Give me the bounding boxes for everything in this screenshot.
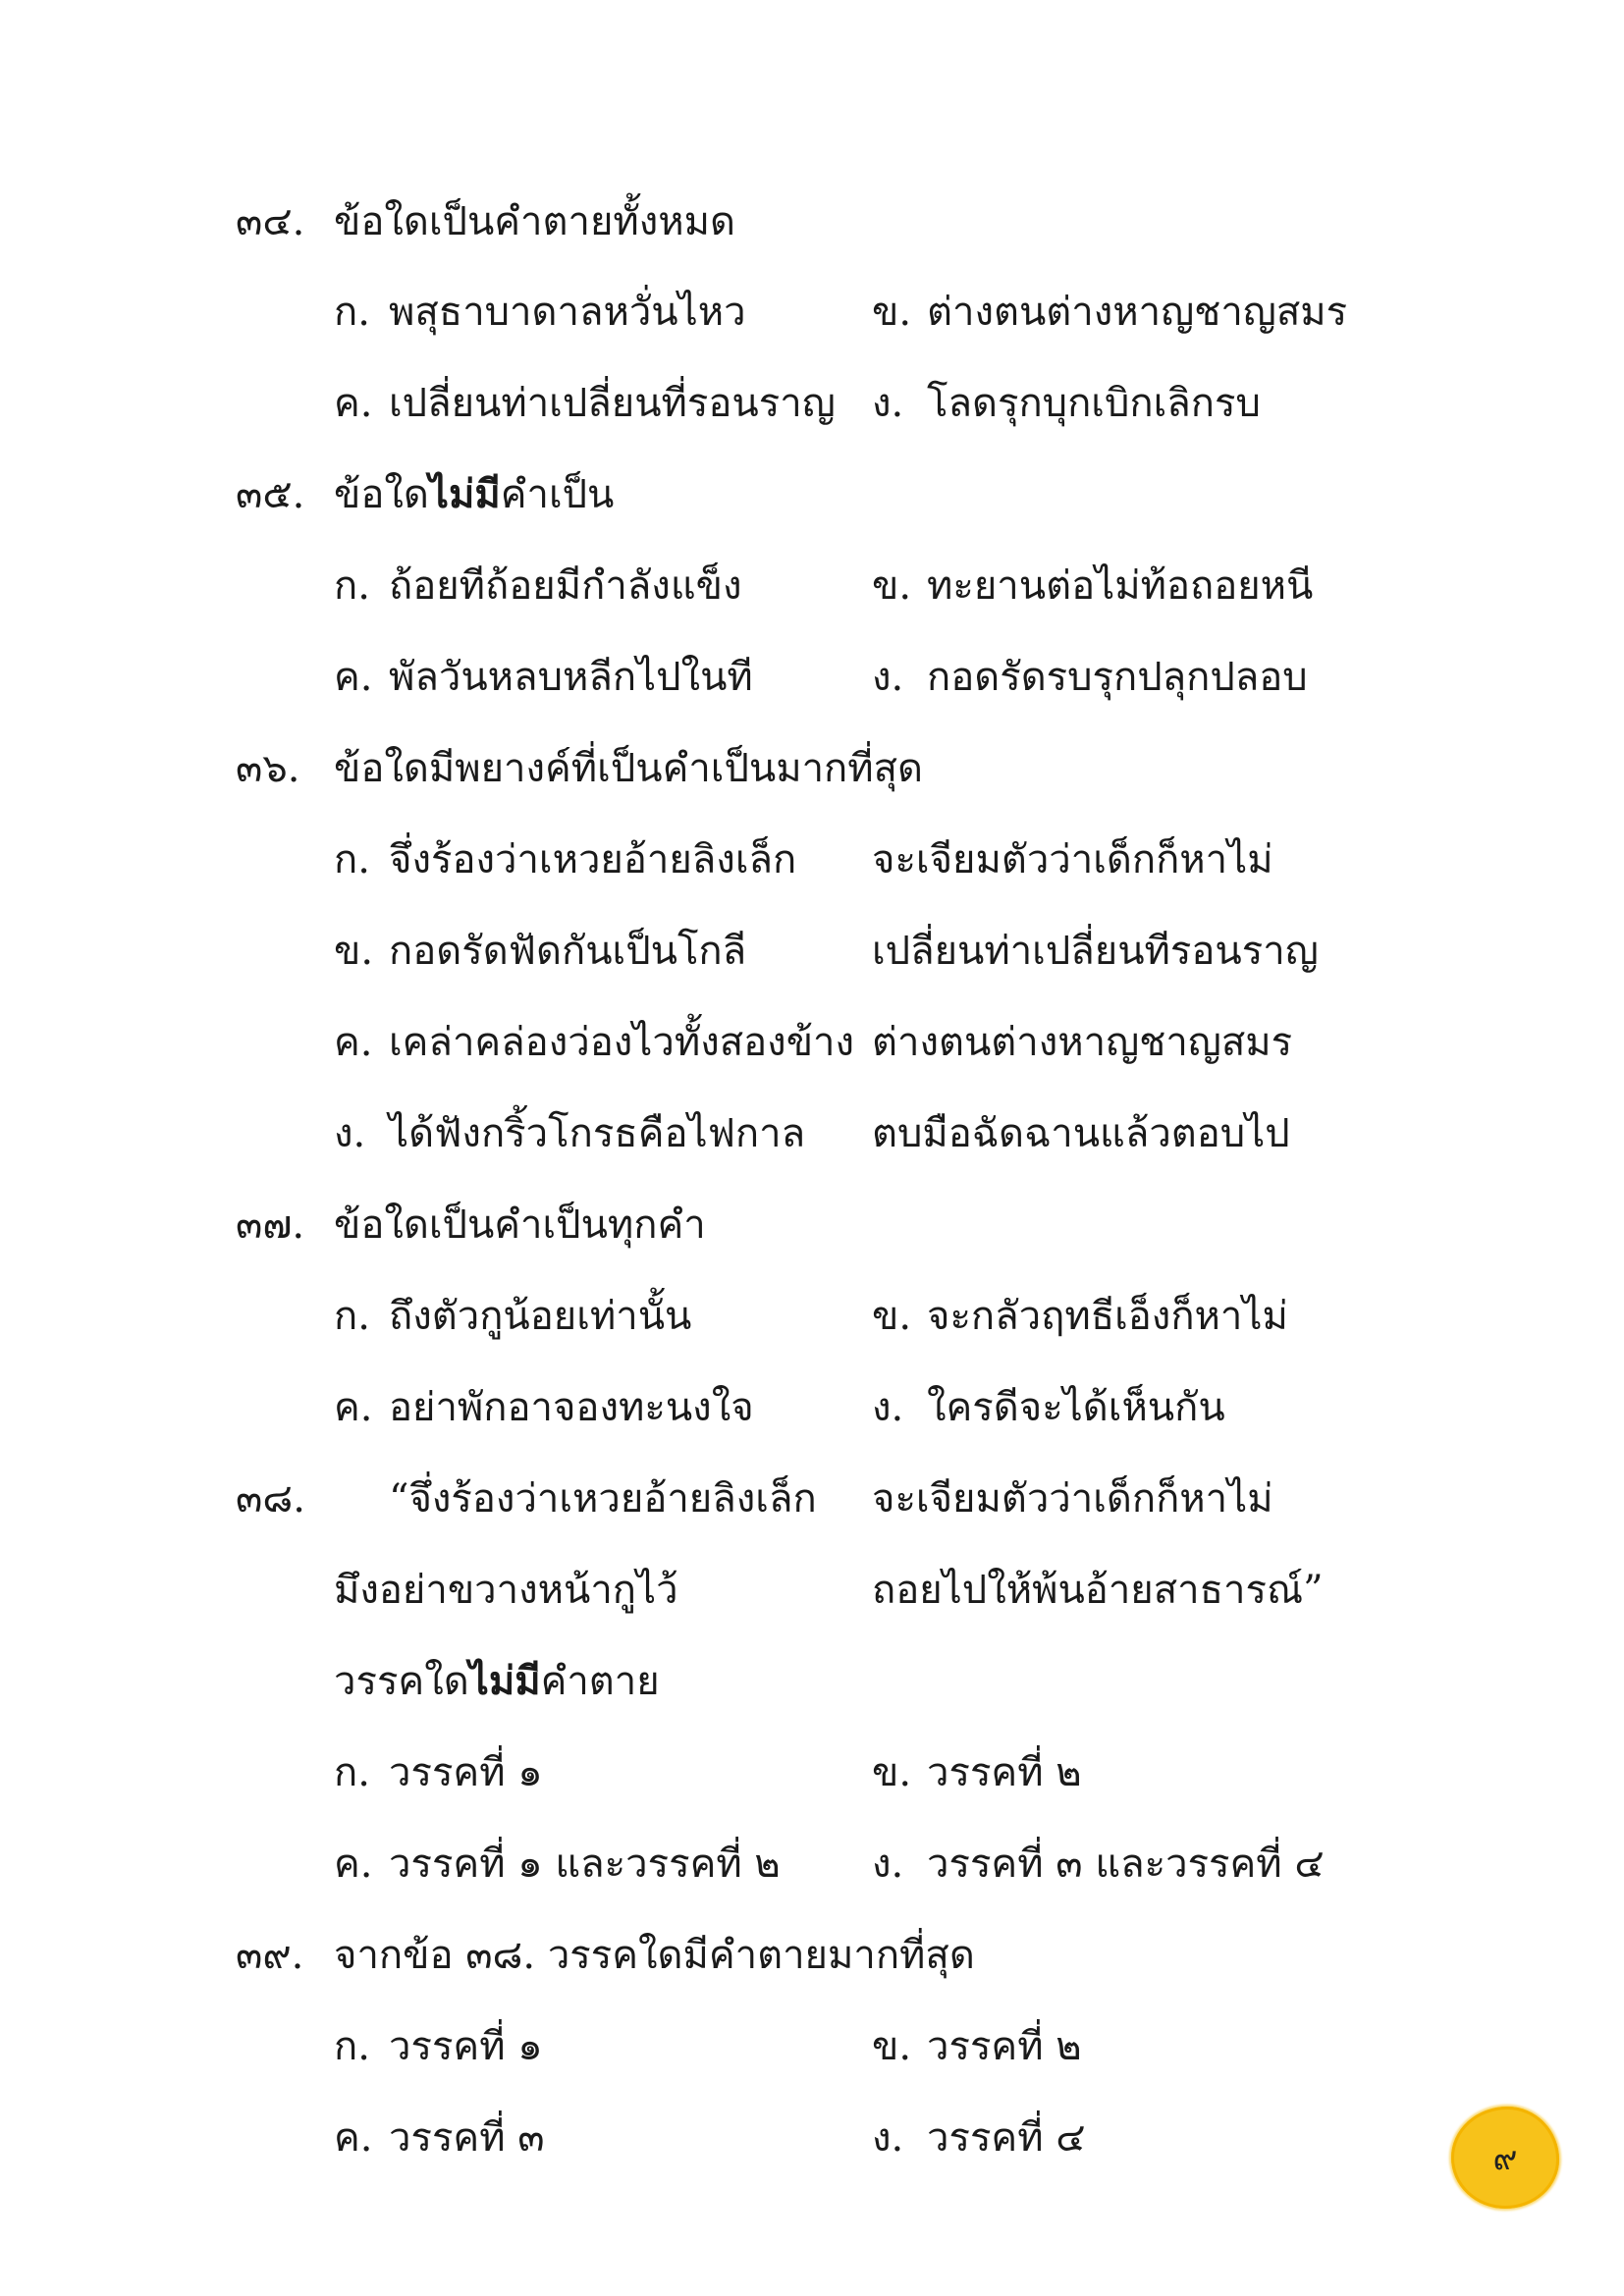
option-text: วรรคที่ ๑ <box>389 2024 543 2069</box>
option-a-second-verse: จะเจียมตัวว่าเด็กก็หาไม่ <box>872 837 1273 882</box>
option-text: เคล่าคล่องว่องไวทั้งสองข้าง <box>389 1020 855 1065</box>
option-c-second-verse: ต่างตนต่างหาญชาญสมร <box>872 1020 1293 1065</box>
option-text: ต่างตนต่างหาญชาญสมร <box>927 290 1348 335</box>
question-text-part: วรรคใด <box>334 1659 469 1704</box>
page-number-badge <box>1451 2107 1559 2209</box>
option-text: วรรคที่ ๑ <box>389 1750 543 1795</box>
option-text: ถ้อยทีถ้อยมีกำลังแข็ง <box>389 563 742 609</box>
verse-line-2-second: ถอยไปให้พ้นอ้ายสาธารณ์” <box>872 1568 1324 1613</box>
option-text: พสุธาบาดาลหวั่นไหว <box>389 290 746 335</box>
emphasis-text: ไม่มี <box>468 1658 541 1704</box>
option-c <box>334 1835 781 1894</box>
question-text: จากข้อ ๓๘. วรรคใดมีคำตายมากที่สุด <box>334 1933 975 1978</box>
option-text: วรรคที่ ๔ <box>927 2115 1086 2161</box>
option-text: วรรคที่ ๓ <box>389 2115 545 2161</box>
emphasis-text: ไม่มี <box>428 471 501 517</box>
option-text: วรรคที่ ๓ และวรรคที่ ๔ <box>927 1842 1325 1887</box>
option-marker: ค. <box>334 1385 373 1430</box>
option-marker: ง. <box>872 1385 904 1430</box>
page-number: ๙ <box>1492 2139 1518 2178</box>
option-text: ได้ฟังกริ้วโกรธคือไฟกาล <box>389 1111 806 1156</box>
option-marker: ค. <box>334 1842 373 1887</box>
option-d-first-verse <box>334 1104 805 1163</box>
question-number: ๓๙. <box>236 1933 304 1978</box>
question-text-part: คำเป็น <box>500 472 615 517</box>
option-marker: ง. <box>872 2115 904 2161</box>
option-b <box>872 283 1347 342</box>
option-marker: ข. <box>872 563 912 609</box>
verse-line-1-first: “จึ่งร้องว่าเหวยอ้ายลิงเล็ก <box>389 1476 817 1522</box>
option-c <box>334 2109 545 2167</box>
option-b-second-verse: เปลี่ยนท่าเปลี่ยนทีรอนราญ <box>872 929 1319 974</box>
question-number: ๓๖. <box>236 746 300 791</box>
option-d <box>872 1835 1325 1894</box>
option-marker: ข. <box>872 2024 912 2069</box>
option-c <box>334 374 836 433</box>
option-b <box>872 2017 1082 2076</box>
option-marker: ข. <box>872 1294 912 1339</box>
option-marker: ค. <box>334 381 373 426</box>
question-text-part: คำตาย <box>540 1659 660 1704</box>
question-number: ๓๘. <box>236 1476 305 1522</box>
option-text: เปลี่ยนท่าเปลี่ยนที่รอนราญ <box>389 381 836 426</box>
option-d-second-verse: ตบมือฉัดฉานแล้วตอบไป <box>872 1111 1290 1156</box>
question-number: ๓๔. <box>236 199 305 244</box>
option-text: กอดรัดฟัดกันเป็นโกลี <box>389 929 747 974</box>
option-marker: ค. <box>334 655 373 700</box>
question-text <box>334 465 614 524</box>
option-marker: ก. <box>334 1750 370 1795</box>
option-a-first-verse <box>334 830 796 889</box>
option-text: กอดรัดรบรุกปลุกปลอบ <box>927 655 1308 700</box>
option-marker: ก. <box>334 290 370 335</box>
option-a <box>334 1287 691 1346</box>
option-c-first-verse <box>334 1013 854 1072</box>
option-a <box>334 557 741 615</box>
option-b <box>872 1287 1288 1346</box>
option-b <box>872 557 1313 615</box>
option-b-first-verse <box>334 922 746 981</box>
option-text: อย่าพักอาจองทะนงใจ <box>389 1385 754 1430</box>
option-marker: ง. <box>872 655 904 700</box>
option-marker: ข. <box>334 929 374 974</box>
option-a <box>334 2017 543 2076</box>
question-text: ข้อใดเป็นคำตายทั้งหมด <box>334 199 735 244</box>
option-text: พัลวันหลบหลีกไปในที <box>389 655 753 700</box>
option-c <box>334 1378 754 1437</box>
option-b <box>872 1743 1082 1802</box>
question-text: ข้อใดเป็นคำเป็นทุกคำ <box>334 1202 706 1248</box>
option-text: โลดรุกบุกเบิกเลิกรบ <box>927 381 1261 426</box>
option-text: ใครดีจะได้เห็นกัน <box>927 1385 1225 1430</box>
question-text-part: ข้อใด <box>334 472 429 517</box>
option-d <box>872 1378 1225 1437</box>
option-a <box>334 1743 543 1802</box>
option-c <box>334 648 753 707</box>
option-marker: ก. <box>334 563 370 609</box>
verse-line-1-second: จะเจียมตัวว่าเด็กก็หาไม่ <box>872 1476 1273 1522</box>
option-text: วรรคที่ ๑ และวรรคที่ ๒ <box>389 1842 781 1887</box>
option-d <box>872 648 1308 707</box>
option-marker: ข. <box>872 1750 912 1795</box>
option-marker: ง. <box>334 1111 366 1156</box>
verse-line-2-first: มึงอย่าขวางหน้ากูไว้ <box>334 1568 678 1613</box>
question-number: ๓๗. <box>236 1202 305 1248</box>
question-number: ๓๕. <box>236 472 305 517</box>
option-text: ถึงตัวกูน้อยเท่านั้น <box>389 1294 692 1339</box>
option-marker: ก. <box>334 837 370 882</box>
option-marker: ค. <box>334 1020 373 1065</box>
option-marker: ง. <box>872 381 904 426</box>
option-marker: ง. <box>872 1842 904 1887</box>
option-marker: ก. <box>334 2024 370 2069</box>
option-d <box>872 2109 1086 2167</box>
option-text: วรรคที่ ๒ <box>927 1750 1082 1795</box>
option-marker: ข. <box>872 290 912 335</box>
option-text: จะกลัวฤทธีเอ็งก็หาไม่ <box>927 1294 1288 1339</box>
option-text: ทะยานต่อไม่ท้อถอยหนี <box>927 563 1314 609</box>
option-text: จึ่งร้องว่าเหวยอ้ายลิงเล็ก <box>389 837 797 882</box>
option-marker: ก. <box>334 1294 370 1339</box>
question-text: ข้อใดมีพยางค์ที่เป็นคำเป็นมากที่สุด <box>334 746 923 791</box>
option-marker: ค. <box>334 2115 373 2161</box>
option-d <box>872 374 1261 433</box>
option-a <box>334 283 746 342</box>
question-text <box>334 1652 660 1711</box>
option-text: วรรคที่ ๒ <box>927 2024 1082 2069</box>
